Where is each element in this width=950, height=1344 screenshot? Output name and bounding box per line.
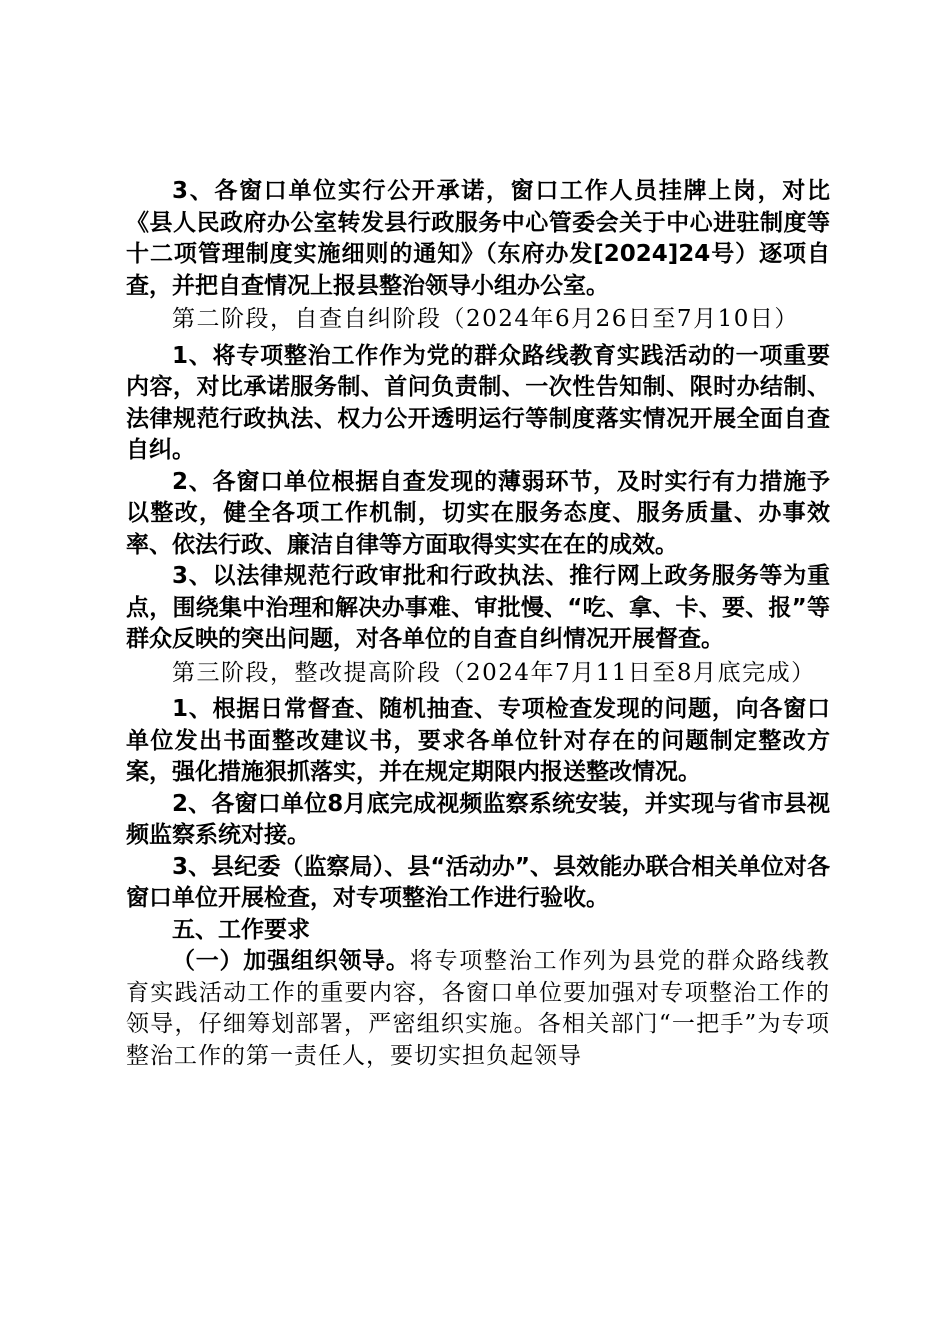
stage-three-heading: 第三阶段，整改提高阶段（2024年7月11日至8月底完成） xyxy=(172,659,816,686)
paragraph-stage-two-item-2: 2、各窗口单位根据自查发现的薄弱环节，及时实行有力措施予以整改，健全各项工作机制，切实在服务态度、服务质量、办事效率、依法行政、廉洁自律等方面取得实实在在的成效。 xyxy=(126,468,830,558)
requirement-1-lead: （一）加强组织领导。 xyxy=(172,948,410,974)
document-body xyxy=(126,176,830,1072)
paragraph-stage-three-item-2: 2、各窗口单位8月底完成视频监察系统安装，并实现与省市县视频监察系统对接。 xyxy=(126,790,830,848)
section-heading-work-requirements: 五、工作要求 xyxy=(172,916,310,943)
paragraph-stage-two-item-3: 3、以法律规范行政审批和行政执法、推行网上政务服务等为重点，围绕集中治理和解决办事难、审批慢、“吃、拿、卡、要、报”等群众反映的突出问题，对各单位的自查自纠情况开展督查。 xyxy=(126,563,830,652)
stage-two-heading: 第二阶段，自查自纠阶段（2024年6月26日至7月10日） xyxy=(172,306,799,332)
paragraph-stage-three-item-3: 3、县纪委（监察局）、县“活动办”、县效能办联合相关单位对各窗口单位开展检查，对专项整治工作进行验收。 xyxy=(126,853,830,911)
paragraph-requirement-1 xyxy=(126,946,830,1072)
paragraph-stage-two-item-1: 1、将专项整治工作作为党的群众路线教育实践活动的一项重要内容，对比承诺服务制、首问负责制、一次性告知制、限时办结制、法律规范行政执法、权力公开透明运行等制度落实情况开展全面自查自纠。 xyxy=(126,342,830,463)
paragraph-window-commitment: 3、各窗口单位实行公开承诺，窗口工作人员挂牌上岗，对比《县人民政府办公室转发县行政服务中心管委会关于中心进驻制度等十二项管理制度实施细则的通知》（东府办发[2024]24号）逐项自查，并把自查情况上报县整治领导小组办公室。 xyxy=(126,178,830,299)
paragraph-stage-three-item-1: 1、根据日常督查、随机抽查、专项检查发现的问题，向各窗口单位发出书面整改建议书，要求各单位针对存在的问题制定整改方案，强化措施狠抓落实，并在规定期限内报送整改情况。 xyxy=(126,696,830,785)
requirement-1-text: 将专项整治工作列为县党的群众路线教育实践活动工作的重要内容，各窗口单位要加强对专项整治工作的领导，仔细筹划部署，严密组织实施。各相关部门“一把手”为专项整治工作的第一责任人，要切实担负起领导 xyxy=(126,948,831,1069)
